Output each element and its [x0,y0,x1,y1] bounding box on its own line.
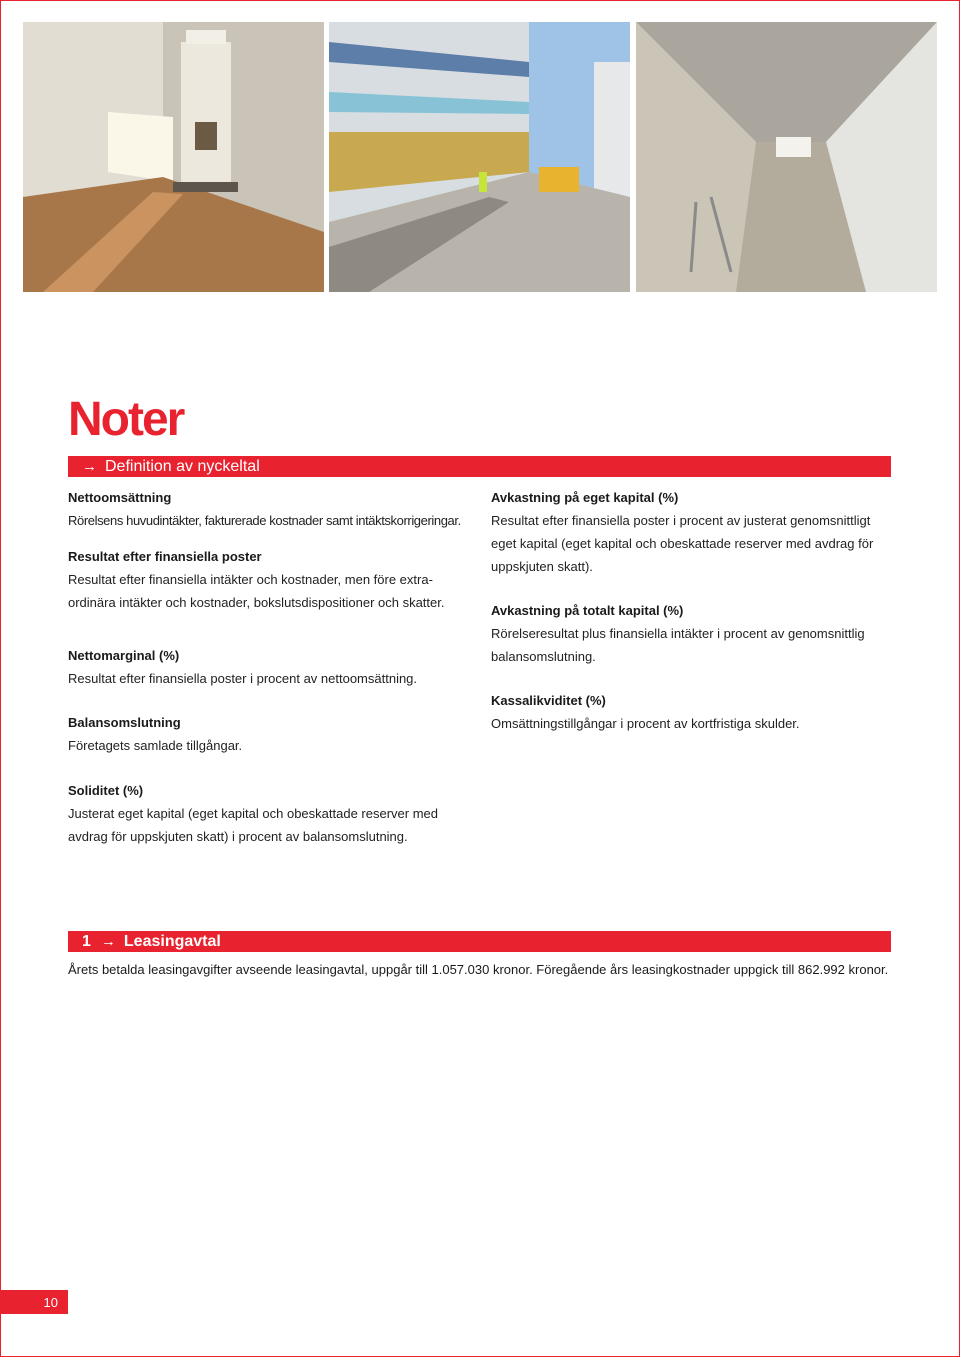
section-header-definitions [68,456,891,477]
arrow-right-icon: → [100,933,116,950]
definition-soliditet: Soliditet (%) Justerat eget kapital (eget kapital och obeskattade reserver med avdrag för uppskjuten skatt) i procent av balansomslutning. [68,783,438,844]
arrow-right-icon: → [82,458,97,475]
definition-nettoomsattning: Nettoomsättning Rörelsens huvudintäkter, fakturerade kostnader samt intäktskorrigeringar. [68,490,461,528]
section-title: Leasingavtal [123,932,221,950]
section-title: Definition av nyckeltal [105,457,260,475]
page-title: Noter [68,393,184,446]
photo-room-stove [23,22,324,292]
section-header-leasing [68,931,891,952]
photo-building-renovation [329,22,630,292]
definition-avkastning-eget-kapital: Avkastning på eget kapital (%) Resultat efter finansiella poster i procent av justerat genomsnittligt eget kapital (eget kapital och obeskattade reserver med avdrag för uppskjuten skatt). [491,490,874,574]
leasing-text: Årets betalda leasingavgifter avseende leasingavtal, uppgår till 1.057.030 kronor. Föregående års leasingkostnader uppgick till 862.992 kronor. [68,962,889,977]
page-number: 10 [0,1290,68,1314]
definition-avkastning-totalt-kapital: Avkastning på totalt kapital (%) Rörelseresultat plus finansiella intäkter i procent av genomsnittlig balansomslutning. [491,603,865,664]
definition-nettomarginal: Nettomarginal (%) Resultat efter finansiella poster i procent av nettoomsättning. [68,648,418,686]
definition-kassalikviditet: Kassalikviditet (%) Omsättningstillgångar i procent av kortfristiga skulder. [491,693,800,731]
definition-balansomslutning: Balansomslutning Företagets samlade tillgångar. [68,715,243,753]
definition-resultat: Resultat efter finansiella poster Resultat efter finansiella intäkter och kostnader, men före extra-ordinära intäkter och kostnader, bokslutsdispositioner och skatter. [68,549,445,610]
note-number: 1 [82,932,91,950]
photo-corridor-construction [636,22,937,292]
